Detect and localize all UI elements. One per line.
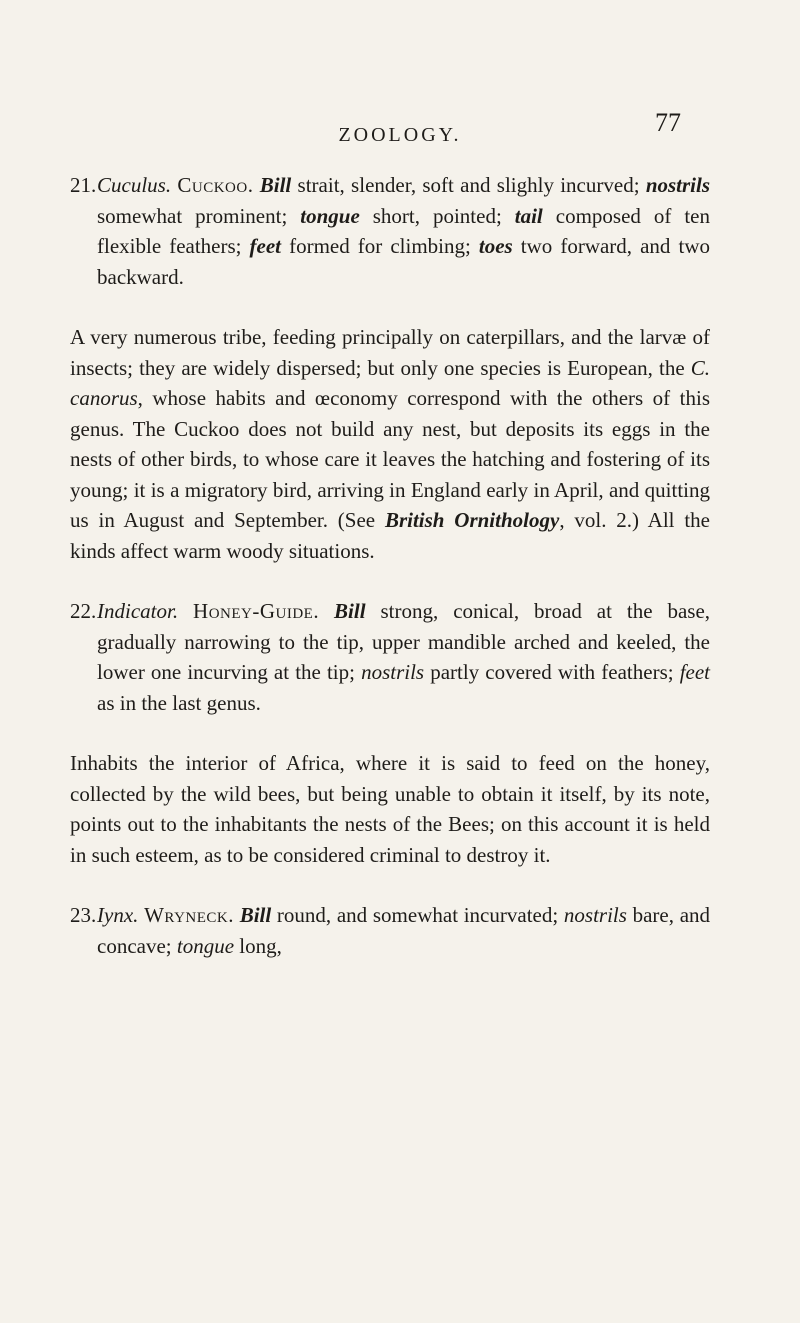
paragraph-text: , whose habits and œconomy correspond with the others of this genus. The Cuckoo does not build any nest, but deposits its eggs in the nests of other birds, to whose care it leaves the hatching and fostering of its young; it is a migratory bird, arriving in England early in April, and quitting us in August and September. (See [70, 386, 710, 532]
term-feet: feet [679, 660, 710, 684]
genus-common-name: Honey-Guide. [193, 599, 320, 623]
feet-description: formed for climbing; [281, 234, 479, 258]
tongue-description: long, [234, 933, 282, 958]
term-feet: feet [249, 234, 282, 258]
term-tongue: tongue [300, 203, 360, 228]
paragraph-honey-guide [70, 748, 710, 870]
body-text [70, 170, 710, 961]
genus-entry-iynx [70, 900, 710, 961]
feet-description: as in the last genus. [97, 690, 261, 715]
bill-description: strait, slender, soft and slighly incurved; [291, 173, 646, 197]
genus-latin-name: Indicator. [97, 599, 179, 623]
paragraph-text: , vol. 2.) All the kinds affect warm woody situations. [70, 508, 710, 563]
nostrils-description: partly covered with feathers; [424, 660, 680, 684]
nostrils-description: bare, and concave; [97, 903, 711, 958]
genus-latin-name: Iynx. [97, 903, 139, 927]
term-bill: Bill [239, 903, 272, 927]
term-tongue: tongue [176, 933, 235, 958]
term-bill: Bill [334, 599, 366, 623]
genus-entry-cuculus [70, 170, 710, 292]
species-name: C. canorus [70, 355, 710, 410]
entry-number: 23. [70, 903, 97, 927]
genus-common-name: Cuckoo. [177, 173, 254, 197]
tongue-description: short, pointed; [359, 203, 515, 228]
term-nostrils: nostrils [361, 660, 425, 684]
entry-number: 21. [70, 173, 97, 197]
term-bill: Bill [259, 173, 292, 197]
toes-description: two forward, and two backward. [97, 234, 710, 289]
paragraph-cuckoo [70, 322, 710, 566]
term-tail: tail [514, 203, 543, 228]
genus-entry-indicator [70, 596, 710, 718]
genus-common-name: Wryneck. [144, 903, 235, 927]
term-nostrils: nostrils [563, 903, 627, 927]
nostrils-description: somewhat prominent; [97, 203, 301, 228]
paragraph-text: A very numerous tribe, feeding principally on caterpillars, and the larvæ of insects; they are widely dispersed; but only one species is European, the [70, 325, 710, 380]
book-title: British Ornithology [384, 508, 560, 532]
running-title: ZOOLOGY. [338, 124, 462, 146]
entry-number: 22. [70, 599, 97, 623]
genus-latin-name: Cuculus. [97, 173, 172, 197]
tail-description: composed of ten flexible feathers; [97, 203, 710, 258]
page-number: 77 [655, 108, 681, 137]
term-toes: toes [478, 234, 513, 258]
term-nostrils: nostrils [645, 173, 711, 197]
bill-description: round, and somewhat incurvated; [271, 903, 564, 927]
paragraph-text: Inhabits the interior of Africa, where it is said to feed on the honey, collected by the wild bees, but being unable to obtain it itself, by its note, points out to the inhabitants the nests of the Bees; on this account it is held in such esteem, as to be considered criminal to destroy it. [70, 751, 710, 867]
bill-description: strong, conical, broad at the base, gradually narrowing to the tip, upper mandible arched and keeled, the lower one incurving at the tip; [97, 599, 711, 684]
